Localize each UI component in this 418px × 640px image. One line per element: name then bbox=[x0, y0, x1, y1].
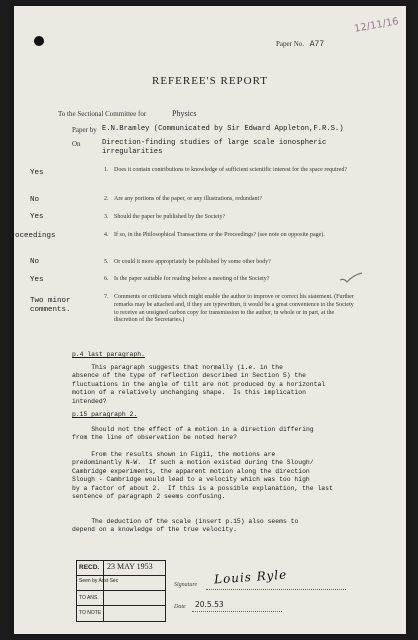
answer-6: Yes bbox=[30, 276, 44, 284]
question-3: 3. Should the paper be published by the Society? bbox=[104, 214, 226, 220]
signature-line bbox=[206, 589, 346, 590]
punch-hole bbox=[34, 36, 44, 46]
stamp-recd-label: RECD. bbox=[79, 564, 100, 571]
paper-number-label: Paper No. bbox=[276, 40, 304, 48]
answer-4: Proceedings bbox=[6, 232, 56, 240]
answer-7: Two minor comments. bbox=[30, 297, 71, 315]
answer-3: Yes bbox=[30, 213, 44, 221]
question-2: 2. Are any portions of the paper, or any illustrations, redundant? bbox=[104, 196, 262, 202]
comment-paragraph-4: The deduction of the scale (insert p.15) also seems to depend on a knowledge of the true velocity. bbox=[72, 518, 299, 534]
stamp-to-ans: TO ANS. bbox=[79, 595, 99, 601]
date-line bbox=[192, 611, 282, 612]
to-committee-value: Physics bbox=[172, 109, 197, 118]
question-6: 6. Is the paper suitable for reading before a meeting of the Society? bbox=[104, 276, 270, 282]
paper-number-value: A77 bbox=[309, 40, 325, 49]
date-label: Date bbox=[174, 604, 186, 610]
corner-handwritten-note: 12/11/16 bbox=[353, 16, 400, 35]
paper-number bbox=[276, 40, 324, 49]
comment-paragraph-2: Should not the effect of a motion in a direction differing from the line of observation be noted here? bbox=[72, 426, 314, 442]
comment-paragraph-3: From the results shown in Fig11, the motions are predominantly N-W. If such a motion existed during the Slough/ Cambridge experiments, the apparent motion along the direction Slough - Cambridge would lead to a velocity which was too high by a factor of about 2. If this is a possible explanation, the last sentence of paragraph 2 seems confusing. bbox=[72, 451, 333, 501]
stamp-date: 23 MAY 1953 bbox=[107, 562, 153, 571]
comment-paragraph-1: This paragraph suggests that normally (i.e. in the absence of the type of reflection described in Section 5) the fluctuations in the angle of tilt are not produced by a horizontal motion of a relatively unchanging shape. Is this implication intended? bbox=[72, 364, 326, 405]
question-4: 4. If so, in the Philosophical Transactions or the Proceedings? (see note on opposite page). bbox=[104, 232, 325, 238]
question-7: 7. Comments or criticisms which might enable the author to improve or correct his statement. (Further remarks may be attached and, if they are typewritten, it would be a great convenience to the Society to receive an unsigned carbon copy for transmission to the author, in whole or in part, at the discretion of the Secretaries.) bbox=[104, 294, 354, 324]
signature-label: Signature bbox=[174, 582, 198, 588]
check-mark-icon bbox=[339, 272, 363, 284]
question-1: 1. Does it contain contributions to knowledge of sufficient scientific interest for the space required? bbox=[104, 167, 347, 173]
answer-1: Yes bbox=[30, 169, 44, 177]
page-title: REFEREE'S REPORT bbox=[151, 75, 269, 87]
on-value-line1: Direction-finding studies of large scale ionospheric bbox=[102, 139, 327, 147]
on-value-line2: irregularities bbox=[102, 148, 163, 156]
received-stamp bbox=[76, 560, 166, 622]
on-label: On bbox=[72, 140, 81, 148]
date-value: 20.5.53 bbox=[195, 600, 224, 609]
report-sheet bbox=[6, 6, 406, 634]
answer-5: No bbox=[30, 258, 40, 266]
stamp-seen-by: Seen by Asst Sec bbox=[79, 578, 119, 584]
answer-2: No bbox=[30, 196, 40, 204]
to-committee-label: To the Sectional Committee for bbox=[58, 110, 147, 118]
stamp-to-note: TO NOTE bbox=[79, 610, 102, 616]
paper-by-value: E.N.Bramley (Communicated by Sir Edward Appleton,F.R.S.) bbox=[102, 125, 344, 133]
signature-handwriting: Louis Ryle bbox=[213, 567, 288, 587]
comment-heading-2: p.15 paragraph 2. bbox=[72, 411, 138, 418]
comment-heading-1: p.4 last paragraph. bbox=[72, 351, 145, 358]
paper-by-label: Paper by bbox=[72, 126, 97, 134]
question-5: 5. Or could it more appropriately be published by some other body? bbox=[104, 259, 271, 265]
